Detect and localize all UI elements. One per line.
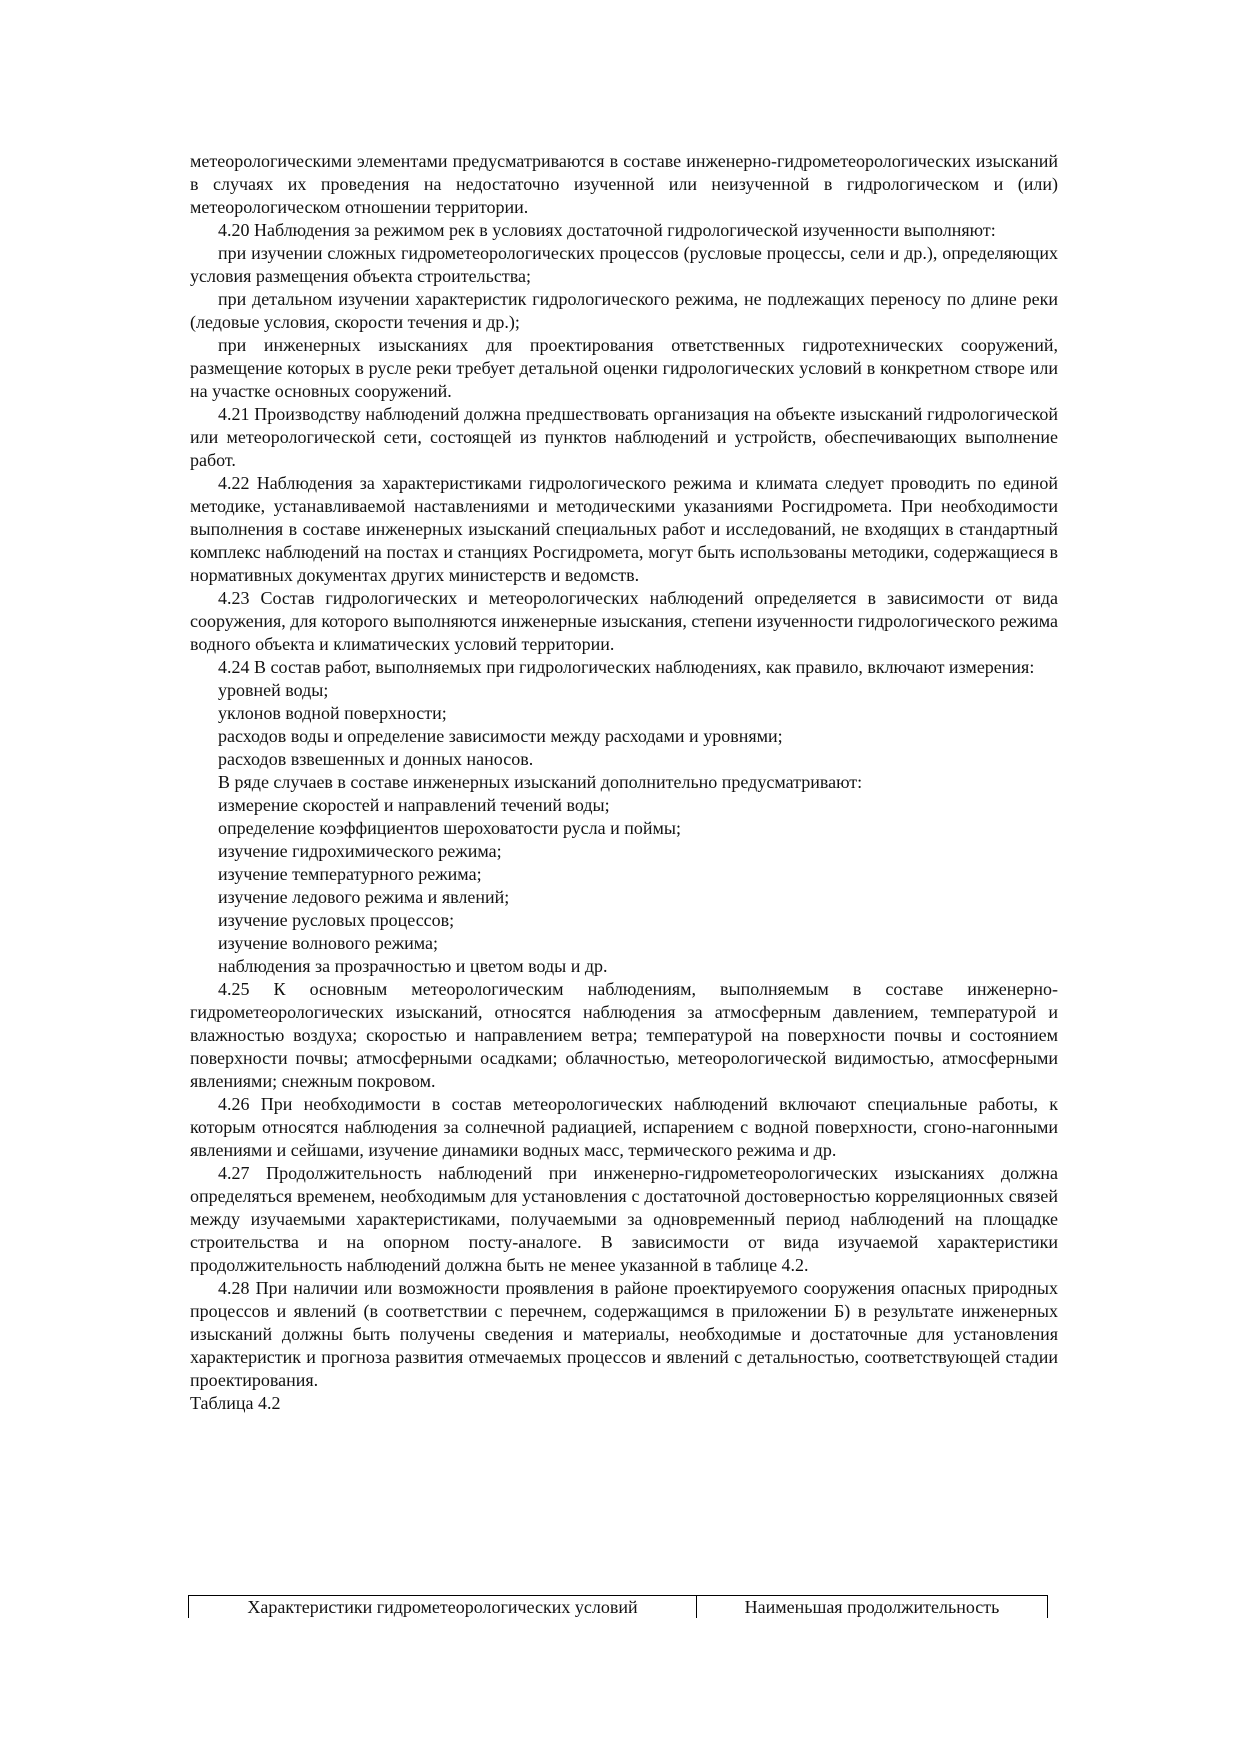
- paragraph: 4.25 К основным метеорологическим наблюдениям, выполняемым в составе инженерно-гидрометеорологических изысканий, относятся наблюдения за атмосферным давлением, температурой и влажностью воздуха; скоростью и направлением ветра; температурой на поверхности почвы и состоянием поверхности почвы; атмосферными осадками; облачностью, метеорологической видимостью, атмосферными явлениями; снежным покровом.: [190, 979, 1058, 1091]
- paragraph: 4.21 Производству наблюдений должна предшествовать организация на объекте изысканий гидрологической или метеорологической сети, состоящей из пунктов наблюдений и устройств, обеспечивающих выполнение работ.: [190, 404, 1058, 470]
- paragraph: 4.28 При наличии или возможности проявления в районе проектируемого сооружения опасных природных процессов и явлений (в соответствии с перечнем, содержащимся в приложении Б) в результате инженерных изысканий должны быть получены сведения и материалы, необходимые и достаточные для установления характеристик и прогноза развития отмечаемых процессов и явлений с детальностью, соответствующей стадии проектирования.: [190, 1278, 1058, 1390]
- list-item: уровней воды;: [218, 680, 329, 700]
- paragraph: метеорологическими элементами предусматриваются в составе инженерно-гидрометеорологических изысканий в случаях их проведения на недостаточно изученной или неизученной в гидрологическом и (или) метеорологическом отношении территории.: [190, 151, 1058, 217]
- table-header-cell: Характеристики гидрометеорологических условий: [188, 1596, 696, 1618]
- paragraph: при изучении сложных гидрометеорологических процессов (русловые процессы, сели и др.), определяющих условия размещения объекта строительства;: [190, 243, 1058, 286]
- list-item: изучение ледового режима и явлений;: [218, 887, 510, 907]
- list-item: определение коэффициентов шероховатости русла и поймы;: [218, 818, 681, 838]
- list-item: расходов взвешенных и донных наносов.: [218, 749, 534, 769]
- list-item: расходов воды и определение зависимости между расходами и уровнями;: [218, 726, 783, 746]
- list-item: изучение температурного режима;: [218, 864, 482, 884]
- paragraph: 4.20 Наблюдения за режимом рек в условиях достаточной гидрологической изученности выполняют:: [218, 220, 996, 240]
- table-caption: Таблица 4.2: [190, 1393, 281, 1413]
- list-item: уклонов водной поверхности;: [218, 703, 447, 723]
- list-item: наблюдения за прозрачностью и цветом воды и др.: [218, 956, 608, 976]
- document-body: [190, 150, 1058, 1415]
- paragraph: 4.22 Наблюдения за характеристиками гидрологического режима и климата следует проводить по единой методике, устанавливаемой наставлениями и методическими указаниями Росгидромета. При необходимости выполнения в составе инженерных изысканий специальных работ и исследований, не входящих в стандартный комплекс наблюдений на постах и станциях Росгидромета, могут быть использованы методики, содержащиеся в нормативных документах других министерств и ведомств.: [190, 473, 1058, 585]
- table-header-row: [188, 1595, 1048, 1618]
- paragraph: 4.24 В состав работ, выполняемых при гидрологических наблюдениях, как правило, включают измерения:: [218, 657, 1035, 677]
- list-item: изучение гидрохимического режима;: [218, 841, 502, 861]
- paragraph: при инженерных изысканиях для проектирования ответственных гидротехнических сооружений, размещение которых в русле реки требует детальной оценки гидрологических условий в конкретном створе или на участке основных сооружений.: [190, 335, 1058, 401]
- paragraph: 4.23 Состав гидрологических и метеорологических наблюдений определяется в зависимости от вида сооружения, для которого выполняются инженерные изыскания, степени изученности гидрологического режима водного объекта и климатических условий территории.: [190, 588, 1058, 654]
- list-item: изучение русловых процессов;: [218, 910, 455, 930]
- list-item: изучение волнового режима;: [218, 933, 439, 953]
- paragraph: при детальном изучении характеристик гидрологического режима, не подлежащих переносу по длине реки (ледовые условия, скорости течения и др.);: [190, 289, 1058, 332]
- list-item: измерение скоростей и направлений течений воды;: [218, 795, 610, 815]
- paragraph: 4.26 При необходимости в состав метеорологических наблюдений включают специальные работы, к которым относятся наблюдения за солнечной радиацией, испарением с водной поверхности, сгоно-нагонными явлениями и сейшами, изучение динамики водных масс, термического режима и др.: [190, 1094, 1058, 1160]
- paragraph: 4.27 Продолжительность наблюдений при инженерно-гидрометеорологических изысканиях должна определяться временем, необходимым для установления с достаточной достоверностью корреляционных связей между изучаемыми характеристиками, получаемыми за одновременный период наблюдений на площадке строительства и на опорном посту-аналоге. В зависимости от вида изучаемой характеристики продолжительность наблюдений должна быть не менее указанной в таблице 4.2.: [190, 1163, 1058, 1275]
- table-header-cell: Наименьшая продолжительность: [696, 1596, 1048, 1618]
- list-item: В ряде случаев в составе инженерных изысканий дополнительно предусматривают:: [218, 772, 863, 792]
